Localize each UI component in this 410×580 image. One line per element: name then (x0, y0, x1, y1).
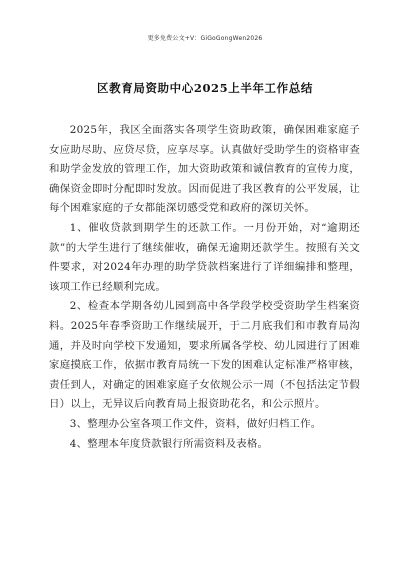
document-body (49, 121, 360, 454)
paragraph-intro: 2025年，我区全面落实各项学生资助政策，确保困难家庭子女应助尽助、应贷尽贷，应享尽享。认真做好受助学生的资格审查和助学金发放的管理工作，加大资助政策和诚信教育的宣传力度，确保资金即时分配即时发放。因而促进了我区教育的公平发展，让每个困难家庭的子女都能深切感受党和政府的深切关怀。 (49, 124, 360, 215)
paragraph-item-2: 2、检查本学期各幼儿园到高中各学段学校受资助学生档案资料。2025年春季资助工作继续展开，于二月底我们和市教育局沟通，并及时向学校下发通知，要求所属各学校、幼儿园进行了困难家庭摸底工作，依据市教育局统一下发的困难认定标准严格审核，责任到人，对确定的困难家庭子女依规公示一周（不包括法定节假日）以上，无异议后向教育局上报资助花名，和公示照片。 (49, 300, 360, 411)
header-note: 更多免费公文+V：GiGoGongWen2026 (147, 35, 263, 42)
paragraph-item-3: 3、整理办公室各项工作文件，资料，做好归档工作。 (69, 417, 322, 430)
document-title: 区教育局资助中心2025上半年工作总结 (97, 81, 313, 95)
paragraph-item-4: 4、整理本年度贷款银行所需资料及表格。 (69, 437, 269, 450)
paragraph-item-1: 1、催收贷款到期学生的还款工作。一月份开始，对“逾期还款”的大学生进行了继续催收，确保无逾期还款学生。按照有关文件要求，对2024年办理的助学贷款档案进行了详细编排和整理，该项工作已经顺利完成。 (49, 221, 360, 293)
